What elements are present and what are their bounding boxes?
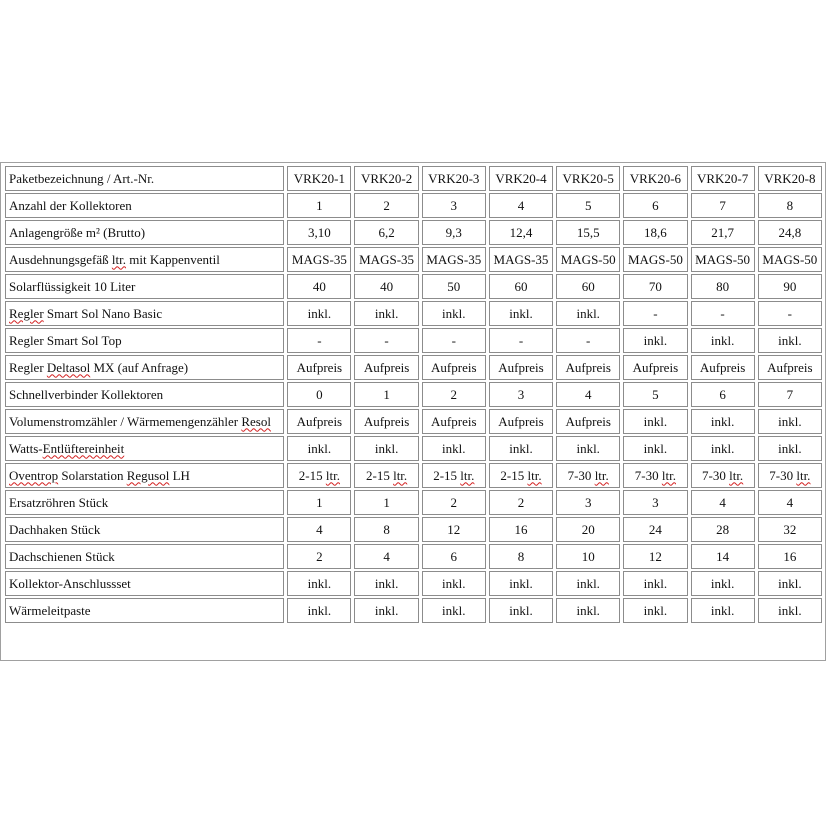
table-cell: inkl. [623, 409, 687, 434]
table-cell: Aufpreis [489, 409, 553, 434]
table-cell: inkl. [691, 328, 755, 353]
table-cell: inkl. [556, 598, 620, 623]
table-cell: inkl. [354, 571, 418, 596]
row-label: Wärmeleitpaste [5, 598, 284, 623]
spellcheck-flagged-word: Regler [9, 305, 44, 321]
table-cell: VRK20-4 [489, 166, 553, 191]
table-cell: 8 [489, 544, 553, 569]
table-cell: Aufpreis [287, 409, 351, 434]
table-cell: 16 [758, 544, 822, 569]
table-cell: 6 [422, 544, 486, 569]
table-cell: 7-30 ltr. [758, 463, 822, 488]
table-cell: - [287, 328, 351, 353]
row-label: Regler Smart Sol Nano Basic [5, 301, 284, 326]
table-cell: 14 [691, 544, 755, 569]
table-cell: 7-30 ltr. [691, 463, 755, 488]
table-cell: inkl. [354, 436, 418, 461]
table-cell: 90 [758, 274, 822, 299]
table-cell: 6,2 [354, 220, 418, 245]
table-cell: 20 [556, 517, 620, 542]
table-row [5, 166, 822, 191]
table-cell: Aufpreis [556, 409, 620, 434]
product-table [2, 164, 825, 625]
table-cell: Aufpreis [287, 355, 351, 380]
row-label: Anzahl der Kollektoren [5, 193, 284, 218]
table-cell: MAGS-35 [354, 247, 418, 272]
table-row [5, 571, 822, 596]
table-cell: VRK20-8 [758, 166, 822, 191]
table-cell: 2-15 ltr. [489, 463, 553, 488]
row-label: Solarflüssigkeit 10 Liter [5, 274, 284, 299]
table-row [5, 409, 822, 434]
table-row [5, 436, 822, 461]
table-cell: 2 [287, 544, 351, 569]
table-cell: inkl. [287, 436, 351, 461]
table-row [5, 490, 822, 515]
table-row [5, 463, 822, 488]
table-row [5, 301, 822, 326]
table-cell: inkl. [691, 571, 755, 596]
table-cell: Aufpreis [758, 355, 822, 380]
table-cell: MAGS-50 [556, 247, 620, 272]
row-label: Ausdehnungsgefäß ltr. mit Kappenventil [5, 247, 284, 272]
table-row [5, 193, 822, 218]
table-cell: 5 [623, 382, 687, 407]
table-cell: 3,10 [287, 220, 351, 245]
spellcheck-flagged-word: ltr. [661, 467, 676, 483]
table-cell: 60 [489, 274, 553, 299]
table-row [5, 598, 822, 623]
row-label: Regler Smart Sol Top [5, 328, 284, 353]
table-cell: 4 [489, 193, 553, 218]
table-cell: - [354, 328, 418, 353]
table-cell: inkl. [422, 436, 486, 461]
table-cell: Aufpreis [556, 355, 620, 380]
spellcheck-flagged-word: Entlüftereinheit [42, 440, 125, 456]
table-row [5, 517, 822, 542]
table-row [5, 544, 822, 569]
table-cell: inkl. [758, 571, 822, 596]
table-cell: MAGS-35 [287, 247, 351, 272]
table-row [5, 274, 822, 299]
table-cell: - [758, 301, 822, 326]
table-cell: inkl. [623, 328, 687, 353]
table-cell: inkl. [556, 436, 620, 461]
table-cell: VRK20-2 [354, 166, 418, 191]
table-cell: 40 [287, 274, 351, 299]
table-cell: MAGS-50 [758, 247, 822, 272]
table-cell: inkl. [623, 598, 687, 623]
table-cell: Aufpreis [354, 409, 418, 434]
table-cell: 28 [691, 517, 755, 542]
table-cell: 2 [422, 490, 486, 515]
table-cell: inkl. [691, 436, 755, 461]
table-cell: - [623, 301, 687, 326]
table-cell: 1 [354, 382, 418, 407]
table-cell: MAGS-50 [623, 247, 687, 272]
table-cell: 2 [489, 490, 553, 515]
table-cell: 18,6 [623, 220, 687, 245]
product-table-body [5, 166, 822, 623]
spellcheck-flagged-word: ltr. [325, 467, 340, 483]
table-cell: inkl. [422, 571, 486, 596]
table-row [5, 382, 822, 407]
table-cell: inkl. [489, 571, 553, 596]
table-cell: VRK20-3 [422, 166, 486, 191]
table-cell: 1 [287, 193, 351, 218]
table-row [5, 328, 822, 353]
table-cell: 8 [354, 517, 418, 542]
row-label: Dachhaken Stück [5, 517, 284, 542]
row-label: Dachschienen Stück [5, 544, 284, 569]
table-cell: VRK20-1 [287, 166, 351, 191]
table-cell: 1 [354, 490, 418, 515]
table-cell: inkl. [422, 301, 486, 326]
row-label: Kollektor-Anschlussset [5, 571, 284, 596]
table-cell: 24 [623, 517, 687, 542]
spellcheck-flagged-word: Oventrop [9, 467, 59, 483]
row-label: Watts-Entlüftereinheit [5, 436, 284, 461]
spellcheck-flagged-word: ltr. [729, 467, 744, 483]
table-cell: 40 [354, 274, 418, 299]
spellcheck-flagged-word: Deltasol [46, 359, 91, 375]
table-cell: 7 [691, 193, 755, 218]
table-cell: 3 [422, 193, 486, 218]
spellcheck-flagged-word: ltr. [393, 467, 408, 483]
table-cell: Aufpreis [422, 355, 486, 380]
table-cell: 60 [556, 274, 620, 299]
table-cell: 50 [422, 274, 486, 299]
table-cell: 7-30 ltr. [623, 463, 687, 488]
table-cell: 12 [623, 544, 687, 569]
table-cell: inkl. [422, 598, 486, 623]
row-label: Regler Deltasol MX (auf Anfrage) [5, 355, 284, 380]
table-cell: 4 [556, 382, 620, 407]
spellcheck-flagged-word: ltr. [796, 467, 811, 483]
table-cell: 2-15 ltr. [422, 463, 486, 488]
table-cell: inkl. [489, 436, 553, 461]
row-label: Paketbezeichnung / Art.-Nr. [5, 166, 284, 191]
table-cell: 6 [691, 382, 755, 407]
table-cell: inkl. [354, 301, 418, 326]
table-cell: 7 [758, 382, 822, 407]
table-cell: 21,7 [691, 220, 755, 245]
row-label: Volumenstromzähler / Wärmemengenzähler Resol [5, 409, 284, 434]
table-cell: 2-15 ltr. [354, 463, 418, 488]
table-cell: 4 [691, 490, 755, 515]
table-cell: inkl. [623, 436, 687, 461]
document-frame [0, 162, 826, 661]
table-cell: 1 [287, 490, 351, 515]
table-cell: 12,4 [489, 220, 553, 245]
table-cell: inkl. [758, 598, 822, 623]
table-cell: 24,8 [758, 220, 822, 245]
table-cell: inkl. [556, 301, 620, 326]
table-cell: inkl. [287, 598, 351, 623]
table-cell: - [556, 328, 620, 353]
table-cell: VRK20-6 [623, 166, 687, 191]
row-label: Schnellverbinder Kollektoren [5, 382, 284, 407]
table-cell: 70 [623, 274, 687, 299]
table-cell: 7-30 ltr. [556, 463, 620, 488]
table-cell: Aufpreis [354, 355, 418, 380]
table-cell: Aufpreis [422, 409, 486, 434]
table-cell: 6 [623, 193, 687, 218]
row-label: Ersatzröhren Stück [5, 490, 284, 515]
table-cell: - [489, 328, 553, 353]
table-cell: 2-15 ltr. [287, 463, 351, 488]
table-cell: 5 [556, 193, 620, 218]
table-cell: Aufpreis [691, 355, 755, 380]
table-cell: 3 [623, 490, 687, 515]
table-cell: inkl. [354, 598, 418, 623]
table-cell: VRK20-5 [556, 166, 620, 191]
spellcheck-flagged-word: ltr. [527, 467, 542, 483]
table-cell: 4 [354, 544, 418, 569]
spellcheck-flagged-word: ltr. [460, 467, 475, 483]
spellcheck-flagged-word: ltr. [111, 251, 126, 267]
table-cell: MAGS-35 [422, 247, 486, 272]
table-row [5, 220, 822, 245]
table-cell: - [691, 301, 755, 326]
table-cell: Aufpreis [623, 355, 687, 380]
table-cell: inkl. [287, 571, 351, 596]
spellcheck-flagged-word: Resol [241, 413, 271, 429]
table-cell: 2 [422, 382, 486, 407]
table-cell: 32 [758, 517, 822, 542]
table-cell: MAGS-35 [489, 247, 553, 272]
table-cell: 0 [287, 382, 351, 407]
row-label: Anlagengröße m² (Brutto) [5, 220, 284, 245]
table-cell: inkl. [691, 598, 755, 623]
table-cell: 10 [556, 544, 620, 569]
table-cell: 8 [758, 193, 822, 218]
table-cell: inkl. [758, 328, 822, 353]
table-cell: 80 [691, 274, 755, 299]
table-cell: MAGS-50 [691, 247, 755, 272]
row-label: Oventrop Solarstation Regusol LH [5, 463, 284, 488]
table-cell: 3 [489, 382, 553, 407]
table-cell: 4 [758, 490, 822, 515]
spellcheck-flagged-word: Regusol [126, 467, 170, 483]
table-cell: 3 [556, 490, 620, 515]
table-cell: inkl. [489, 598, 553, 623]
table-cell: - [422, 328, 486, 353]
table-cell: 16 [489, 517, 553, 542]
spellcheck-flagged-word: ltr. [594, 467, 609, 483]
table-cell: inkl. [758, 436, 822, 461]
table-cell: inkl. [489, 301, 553, 326]
table-cell: inkl. [623, 571, 687, 596]
table-cell: inkl. [556, 571, 620, 596]
table-cell: inkl. [287, 301, 351, 326]
table-cell: inkl. [758, 409, 822, 434]
table-cell: 9,3 [422, 220, 486, 245]
table-cell: 4 [287, 517, 351, 542]
table-cell: 2 [354, 193, 418, 218]
table-cell: 15,5 [556, 220, 620, 245]
table-cell: inkl. [691, 409, 755, 434]
table-cell: 12 [422, 517, 486, 542]
table-cell: Aufpreis [489, 355, 553, 380]
table-row [5, 355, 822, 380]
table-cell: VRK20-7 [691, 166, 755, 191]
table-row [5, 247, 822, 272]
